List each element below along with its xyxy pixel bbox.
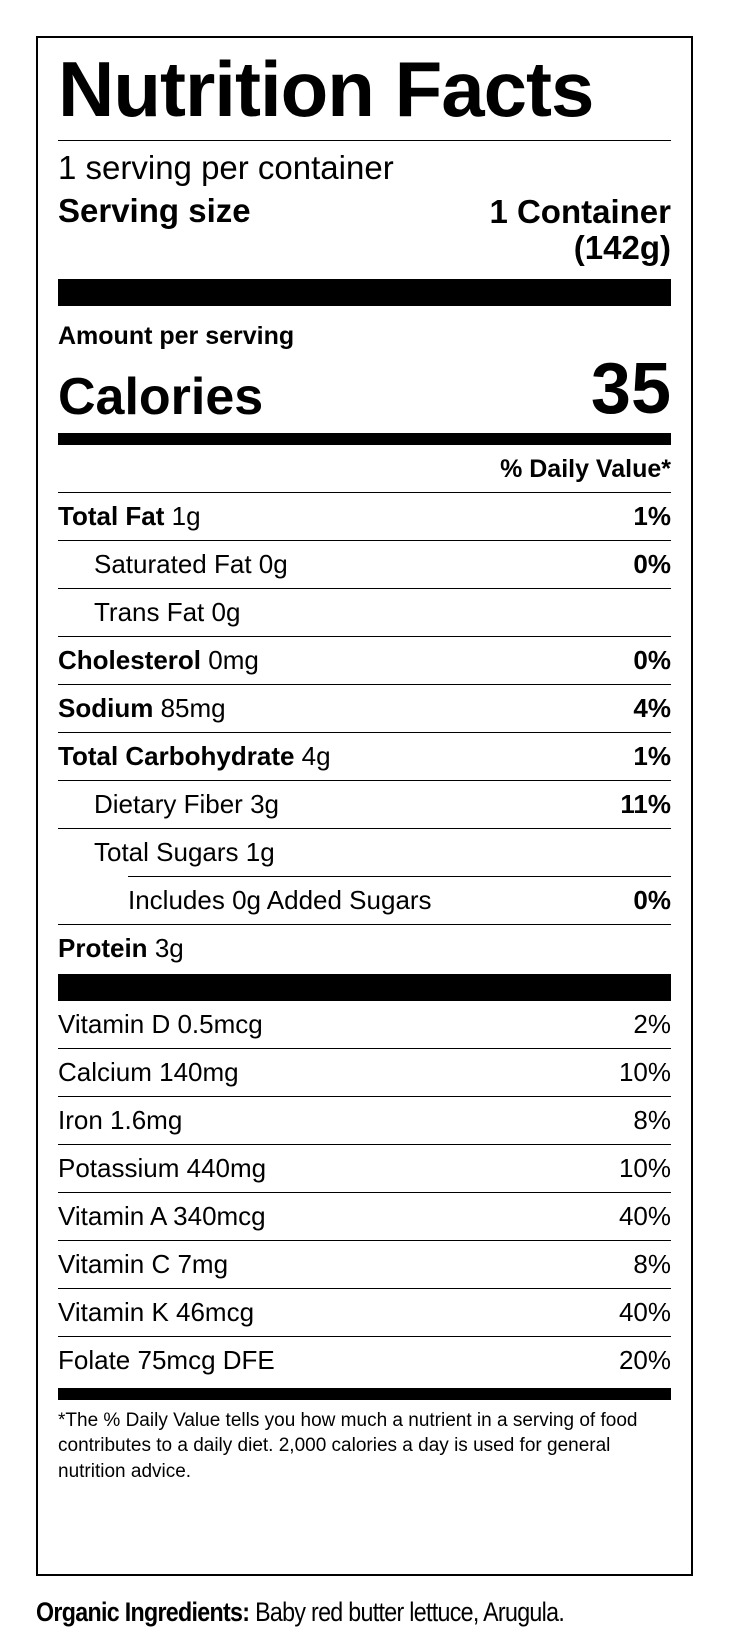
nutrient-label	[58, 789, 279, 820]
nutrient-dv: 11%	[620, 788, 671, 819]
nutrient-label	[58, 837, 275, 868]
nutrient-amount: 0g	[211, 596, 241, 627]
nutrient-name: Includes 0g Added Sugars	[128, 884, 432, 915]
nutrient-name: Trans Fat	[94, 596, 205, 627]
nutrient-row-dietary-fiber	[58, 781, 671, 829]
nutrient-label	[58, 645, 259, 676]
nutrient-name: Protein	[58, 932, 148, 963]
nutrient-label	[58, 933, 184, 964]
nutrient-row-cholesterol	[58, 637, 671, 685]
vitamin-dv: 20%	[618, 1344, 671, 1375]
vitamin-dv: 10%	[618, 1152, 671, 1183]
vitamin-dv: 8%	[633, 1104, 671, 1135]
nutrient-row-total-carbohydrate	[58, 733, 671, 781]
divider	[58, 140, 671, 141]
vitamin-row	[58, 1145, 671, 1193]
vitamin-text: Folate 75mcg DFE	[58, 1344, 275, 1375]
thick-divider	[58, 974, 671, 1001]
vitamin-row	[58, 1241, 671, 1289]
vitamin-row	[58, 1001, 671, 1049]
serving-size-row	[58, 194, 671, 267]
nutrient-name: Total Fat	[58, 500, 165, 531]
vitamin-dv: 8%	[633, 1248, 671, 1279]
nutrient-label	[58, 885, 432, 916]
nutrient-row-protein	[58, 925, 671, 972]
nutrient-dv: 4%	[633, 692, 671, 723]
nutrient-amount: 4g	[301, 740, 331, 771]
nutrient-row-trans-fat	[58, 589, 671, 637]
vitamin-row	[58, 1337, 671, 1384]
vitamin-text: Iron 1.6mg	[58, 1104, 183, 1135]
vitamin-text: Calcium 140mg	[58, 1056, 239, 1087]
serving-size-value-line1: 1 Container	[489, 193, 671, 230]
nutrient-label	[58, 693, 226, 724]
nutrient-name: Saturated Fat	[94, 548, 252, 579]
vitamin-dv: 40%	[618, 1200, 671, 1231]
ingredients-label: Organic Ingredients:	[36, 1597, 250, 1627]
nutrient-dv: 1%	[633, 500, 671, 531]
nutrient-amount: 85mg	[160, 692, 226, 723]
nutrient-name: Cholesterol	[58, 644, 202, 675]
vitamin-row	[58, 1049, 671, 1097]
vitamin-dv: 10%	[618, 1056, 671, 1087]
daily-value-footnote: *The % Daily Value tells you how much a nutrient in a serving of food contributes to a daily diet. 2,000 calories a day is used for general nutrition advice.	[58, 1409, 638, 1482]
nutrient-label	[58, 549, 288, 580]
vitamin-text: Vitamin C 7mg	[58, 1248, 229, 1279]
nutrition-facts-panel	[36, 36, 693, 1576]
ingredients-text: Baby red butter lettuce, Arugula.	[249, 1597, 565, 1627]
nutrient-label	[58, 597, 240, 628]
medium-divider	[58, 1388, 671, 1400]
vitamin-row	[58, 1193, 671, 1241]
nutrient-amount: 3g	[250, 788, 279, 819]
vitamin-dv: 40%	[618, 1296, 671, 1327]
amount-per-serving: Amount per serving	[58, 321, 295, 350]
vitamin-text: Vitamin A 340mcg	[58, 1200, 266, 1231]
nutrient-label	[58, 741, 331, 772]
nutrient-row-sodium	[58, 685, 671, 733]
nutrient-name: Dietary Fiber	[94, 788, 243, 819]
servings-per-container: 1 serving per container	[58, 149, 394, 186]
daily-value-header: % Daily Value*	[500, 454, 671, 483]
calories-value: 35	[590, 348, 671, 429]
nutrient-label	[58, 501, 201, 532]
nutrient-row-total-sugars	[58, 829, 671, 876]
nutrient-amount: 0mg	[208, 644, 259, 675]
thick-divider	[58, 279, 671, 306]
serving-size-label: Serving size	[58, 192, 251, 229]
vitamin-text: Potassium 440mg	[58, 1152, 267, 1183]
nutrient-dv: 1%	[633, 740, 671, 771]
nutrient-dv: 0%	[633, 884, 671, 915]
nutrient-name: Sodium	[58, 692, 154, 723]
vitamin-text: Vitamin K 46mcg	[58, 1296, 255, 1327]
vitamin-row	[58, 1289, 671, 1337]
ingredients-line	[36, 1597, 604, 1628]
nutrition-title: Nutrition Facts	[58, 45, 594, 133]
nutrient-amount: 1g	[171, 500, 201, 531]
serving-size-value-line2: (142g)	[573, 229, 671, 267]
medium-divider	[58, 433, 671, 445]
nutrient-dv: 0%	[633, 548, 671, 579]
vitamin-text: Vitamin D 0.5mcg	[58, 1008, 263, 1039]
serving-size-value	[489, 194, 671, 267]
vitamin-dv: 2%	[633, 1008, 671, 1039]
calories-label: Calories	[58, 367, 264, 426]
nutrient-name: Total Carbohydrate	[58, 740, 295, 771]
nutrient-amount: 3g	[154, 932, 184, 963]
nutrient-row-added-sugars	[58, 877, 671, 925]
calories-row	[58, 348, 671, 433]
nutrient-name: Total Sugars	[94, 836, 239, 867]
nutrient-row-total-fat	[58, 493, 671, 541]
nutrient-row-saturated-fat	[58, 541, 671, 589]
nutrient-amount: 1g	[245, 836, 275, 867]
vitamin-row	[58, 1097, 671, 1145]
nutrient-dv: 0%	[633, 644, 671, 675]
nutrient-amount: 0g	[258, 548, 288, 579]
